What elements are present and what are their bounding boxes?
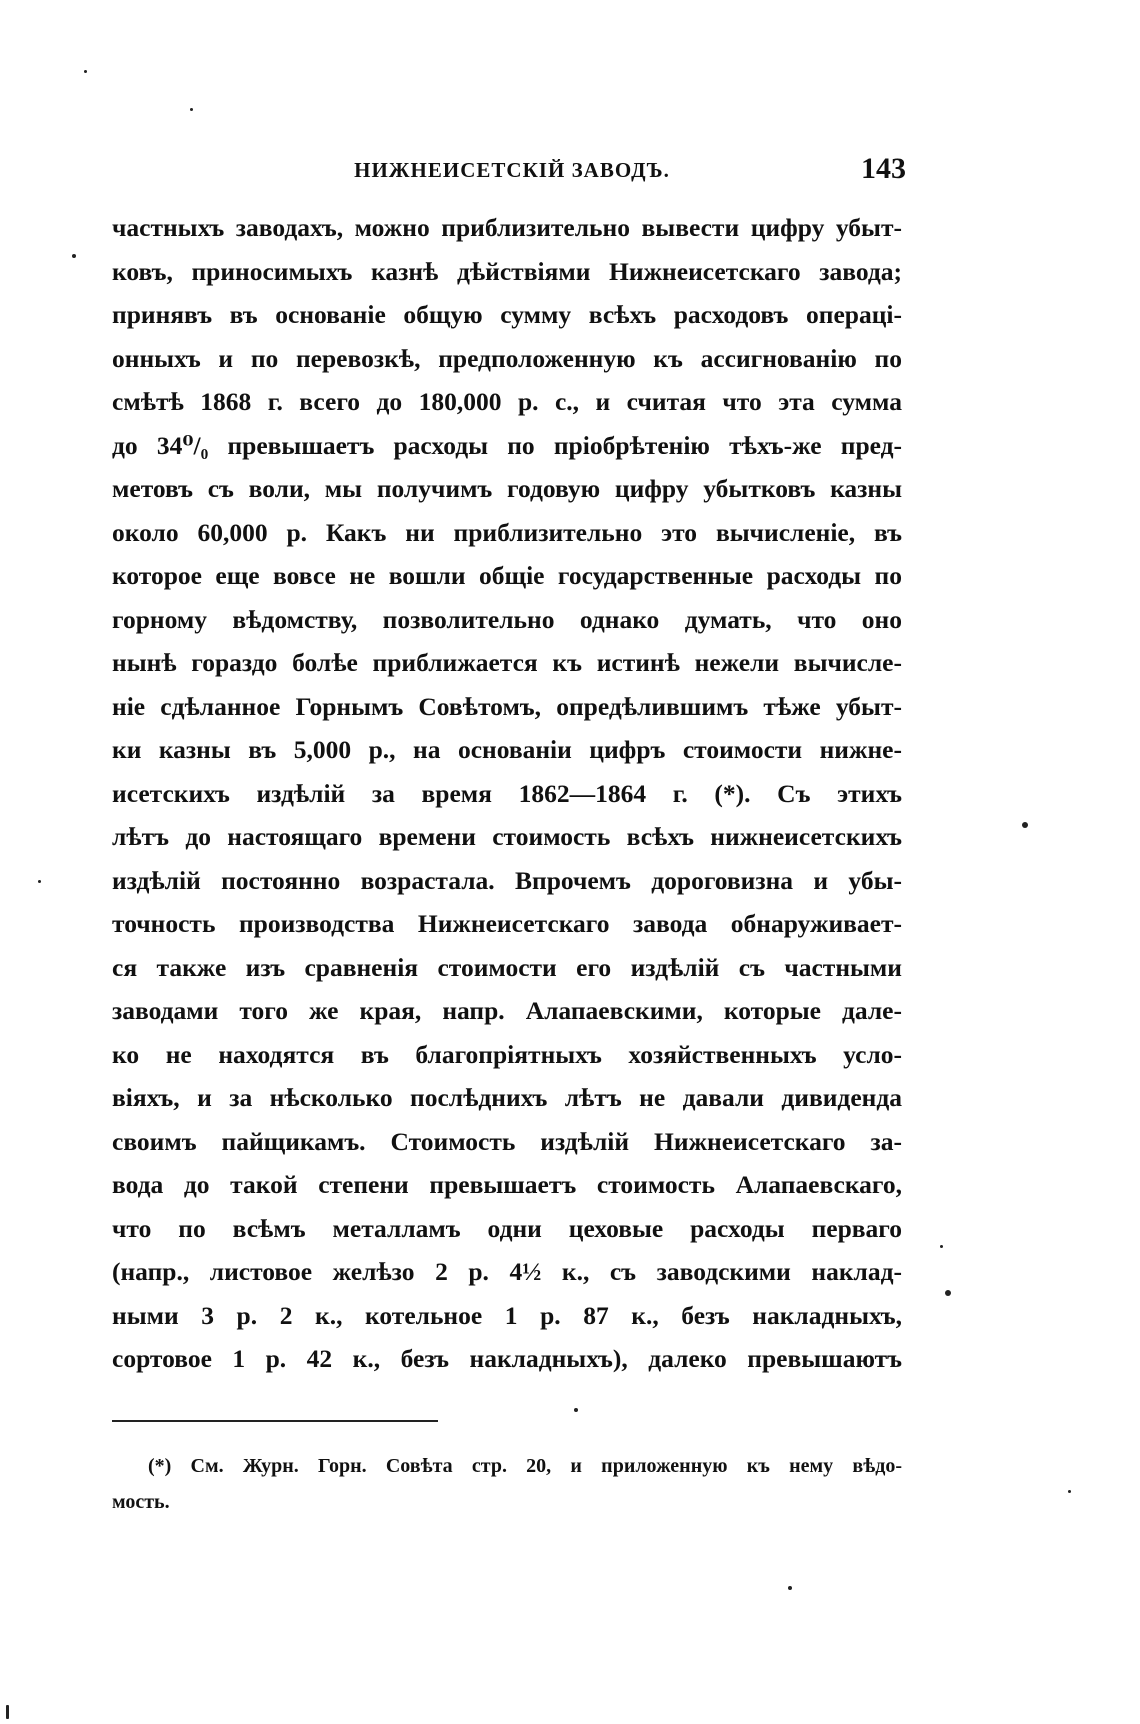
scan-speck bbox=[6, 1705, 9, 1719]
scan-speck bbox=[788, 1586, 792, 1590]
text-line: до 34⁰/₀ превышаетъ расходы по пріобрѣтенію тѣхъ-же пред- bbox=[112, 430, 902, 460]
text-line: ся также изъ сравненія стоимости его издѣлій съ частными bbox=[112, 952, 902, 982]
text-line: сортовое 1 р. 42 к., безъ накладныхъ), далеко превышаютъ bbox=[112, 1344, 902, 1373]
scan-speck bbox=[72, 254, 76, 258]
scan-speck bbox=[945, 1290, 951, 1296]
page-number: 143 bbox=[861, 152, 906, 185]
text-line: заводами того же края, напр. Алапаевскими, которые дале- bbox=[112, 996, 902, 1025]
text-line: частныхъ заводахъ, можно приблизительно вывести цифру убыт- bbox=[112, 213, 902, 242]
text-line: вода до такой степени превышаетъ стоимость Алапаевскаго, bbox=[112, 1170, 902, 1199]
scan-speck bbox=[574, 1408, 578, 1412]
text-line: принявъ въ основаніе общую сумму всѣхъ расходовъ операці- bbox=[112, 300, 902, 329]
text-line: исетскихъ издѣлій за время 1862—1864 г. (*). Съ этихъ bbox=[112, 778, 902, 808]
scan-speck bbox=[84, 70, 87, 73]
text-line: что по всѣмъ металламъ одни цеховые расходы перваго bbox=[112, 1213, 902, 1243]
body-text bbox=[112, 206, 902, 1381]
footnote-line: мость. bbox=[112, 1491, 170, 1513]
footnote-separator bbox=[112, 1420, 438, 1422]
text-line: ніе сдѣланное Горнымъ Совѣтомъ, опредѣлившимъ тѣже убыт- bbox=[112, 691, 902, 721]
scan-speck bbox=[1022, 822, 1028, 828]
text-line: (напр., листовое желѣзо 2 р. 4½ к., съ заводскими наклад- bbox=[112, 1257, 902, 1286]
text-line: своимъ пайщикамъ. Стоимость издѣлій Нижнеисетскаго за- bbox=[112, 1126, 902, 1156]
text-line: издѣлій постоянно возрастала. Впрочемъ дороговизна и убы- bbox=[112, 865, 902, 895]
text-line: нынѣ гораздо болѣе приближается къ истинѣ нежели вычисле- bbox=[112, 648, 902, 677]
running-title: НИЖНЕИСЕТСКІЙ ЗАВОДЪ. bbox=[354, 158, 670, 182]
footnote-line: (*) См. Журн. Горн. Совѣта стр. 20, и приложенную къ нему вѣдо- bbox=[148, 1455, 902, 1477]
text-line: лѣтъ до настоящаго времени стоимость всѣхъ нижнеисетскихъ bbox=[112, 822, 902, 851]
text-line: горному вѣдомству, позволительно однако думать, что оно bbox=[112, 604, 902, 634]
text-line: ковъ, приносимыхъ казнѣ дѣйствіями Нижнеисетскаго завода; bbox=[112, 256, 902, 286]
text-line: около 60,000 р. Какъ ни приблизительно это вычисленіе, въ bbox=[112, 517, 902, 547]
scan-speck bbox=[190, 108, 193, 111]
scan-speck bbox=[940, 1245, 943, 1248]
text-line: ки казны въ 5,000 р., на основаніи цифръ стоимости нижне- bbox=[112, 735, 902, 764]
text-line: онныхъ и по перевозкѣ, предположенную къ ассигнованію по bbox=[112, 343, 902, 373]
text-line: смѣтѣ 1868 г. всего до 180,000 р. с., и считая что эта сумма bbox=[112, 387, 902, 416]
text-line: ными 3 р. 2 к., котельное 1 р. 87 к., безъ накладныхъ, bbox=[112, 1300, 902, 1330]
page-header bbox=[112, 152, 912, 192]
text-line: віяхъ, и за нѣсколько послѣднихъ лѣтъ не давали дивиденда bbox=[112, 1083, 902, 1112]
scan-speck bbox=[38, 880, 41, 883]
scan-speck bbox=[1068, 1490, 1071, 1493]
text-line: метовъ съ воли, мы получимъ годовую цифру убытковъ казны bbox=[112, 474, 902, 503]
text-line: точность производства Нижнеисетскаго завода обнаруживает- bbox=[112, 909, 902, 938]
footnote bbox=[112, 1448, 902, 1520]
text-line: которое еще вовсе не вошли общіе государственные расходы по bbox=[112, 561, 902, 590]
text-line: ко не находятся въ благопріятныхъ хозяйственныхъ усло- bbox=[112, 1039, 902, 1069]
